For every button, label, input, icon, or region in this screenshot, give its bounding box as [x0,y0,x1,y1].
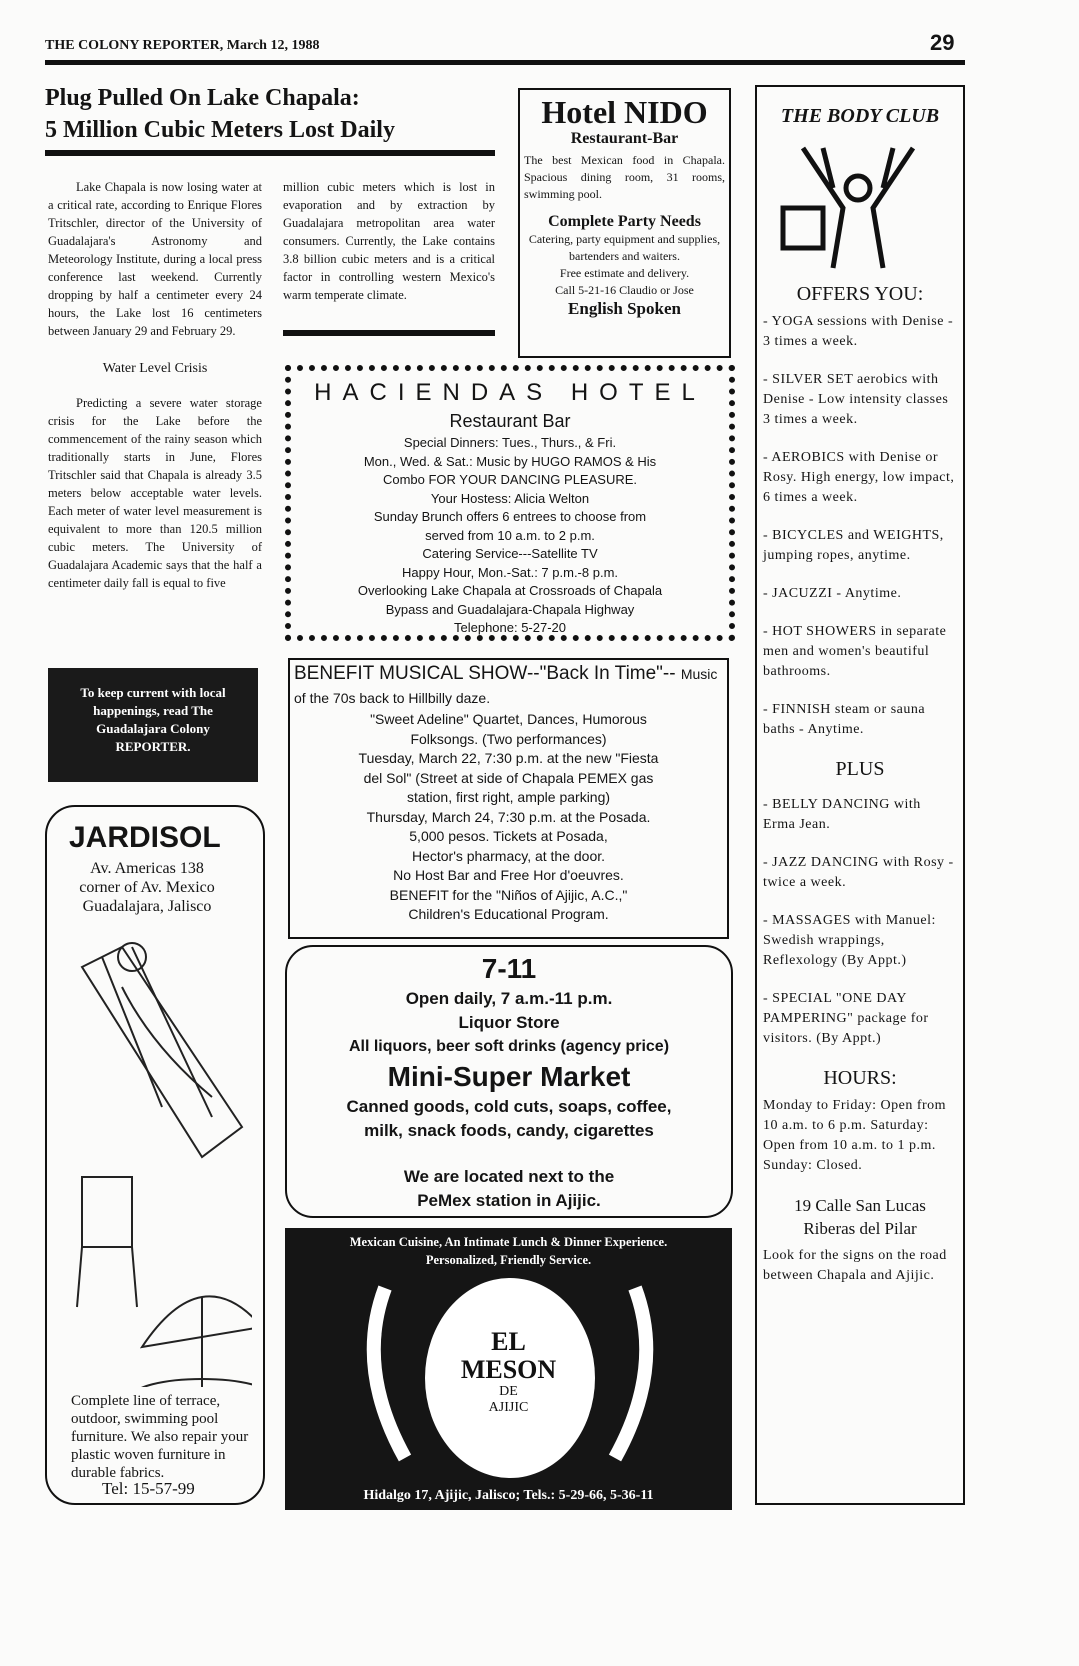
benefit-line: Hector's pharmacy, at the door. [411,847,606,864]
haciendas-line: served from 10 a.m. to 2 p.m. [425,527,595,543]
offer-item: - SILVER SET aerobics with Denise - Low intensity classes 3 times a week. [763,372,949,427]
haciendas-line: Mon., Wed. & Sat.: Music by HUGO RAMOS & His [363,453,657,469]
benefit-line: 5,000 pesos. Tickets at Posada, [409,828,608,844]
jardisol-description: Complete line of terrace, outdoor, swimming pool furniture. We also repair your plastic woven furniture in durable fabrics. [71,1393,249,1481]
nido-call: Call 5-21-16 Claudio or Jose [555,283,694,297]
benefit-line: BENEFIT for the "Niños of Ajijic, A.C.," [389,886,628,903]
plus-heading: PLUS [835,758,885,780]
column-rule [283,330,495,336]
seven-eleven-ad [285,945,733,1218]
meson-logo-line: MESON [460,1355,557,1384]
el-meson-ad [285,1228,732,1510]
haciendas-line: Bypass and Guadalajara-Chapala Highway [385,601,635,617]
article-column-2 [283,178,495,304]
plus-item: - JAZZ DANCING with Rosy - twice a week. [763,855,954,890]
page-number: 29 [930,30,955,55]
seven-location: PeMex station in Ajijic. [417,1191,601,1210]
offer-item: - AEROBICS with Denise or Rosy. High energy, low impact, 6 times a week. [763,450,955,505]
seven-items: All liquors, beer soft drinks (agency price) [348,1038,670,1055]
hours-text: Monday to Friday: Open from 10 a.m. to 6 p.m. Saturday: Open from 10 a.m. to 1 p.m. Sunday: Closed. [763,1098,947,1173]
plus-item: - SPECIAL "ONE DAY PAMPERING" package for visitors. (By Appt.) [763,991,929,1046]
header-rule [45,60,965,65]
benefit-line: Folksongs. (Two performances) [410,730,607,747]
jardisol-address [57,859,237,916]
nido-estimate: Free estimate and delivery. [559,266,690,280]
offer-item: - FINNISH steam or sauna baths - Anytime. [763,702,926,737]
benefit-line: del Sol" (Street at side of Chapala PEMEX gas [363,769,654,786]
benefit-show-ad [288,658,729,939]
benefit-line: No Host Bar and Free Hor d'oeuvres. [393,867,624,883]
haciendas-line: Combo FOR YOUR DANCING PLEASURE. [382,472,638,487]
seven-goods: Canned goods, cold cuts, soaps, coffee, [346,1097,672,1116]
article-paragraph: million cubic meters which is lost in evaporation and by extraction by Guadalajara metropolitan area water consumers. Currently, the Lake contains 3.8 billion cubic meters and is a critical factor in controlling western Mexico's warm temperate climate. [283,180,495,302]
haciendas-line: Catering Service---Satellite TV [422,546,598,561]
benefit-line: station, first right, ample parking) [406,789,611,805]
headline-line-2: 5 Million Cubic Meters Lost Daily [45,117,395,143]
hotel-nido-ad [518,88,731,358]
offer-item: - JACUZZI - Anytime. [763,586,902,601]
address-line: Guadalajara, Jalisco [82,898,212,915]
article-subhead: Water Level Crisis [102,361,208,376]
haciendas-ad [285,365,735,641]
nido-name: Hotel NIDO [541,94,708,130]
furniture-illustration [62,927,252,1387]
dancers-illustration [763,128,953,278]
meson-tagline: Personalized, Friendly Service. [425,1253,592,1267]
article-paragraph: Lake Chapala is now losing water at a critical rate, according to Enrique Flores Tritschler, director of the University of Guadalajara's Astronomy and Meteorology Institute, during a local press conference last weekend. Currently dropping by half a centimeter every 24 hours, the Lake lost 16 centimeters between January 29 and February 29. [48,180,262,338]
seven-location: We are located next to the [403,1167,615,1186]
haciendas-sub: Restaurant Bar [449,411,571,431]
benefit-line: Children's Educational Program. [408,906,609,922]
nido-party: Complete Party Needs [548,213,701,230]
haciendas-line: Special Dinners: Tues., Thurs., & Fri. [403,435,617,450]
nido-description: The best Mexican food in Chapala. Spacious dining room, 31 rooms, swimming pool. [524,153,725,201]
benefit-title-rest: Music of the 70s back to Hillbilly daze. [294,666,718,706]
meson-tagline: Mexican Cuisine, An Intimate Lunch & Dinner Experience. [349,1235,668,1249]
jardisol-name: JARDISOL [69,821,221,854]
body-club-logo: THE BODY CLUB [780,105,940,127]
headline-line-1: Plug Pulled On Lake Chapala: [45,85,360,111]
nido-party-desc: Catering, party equipment and supplies, bartenders and waiters. [528,232,721,263]
seven-hours: Open daily, 7 a.m.-11 p.m. [405,989,613,1008]
meson-logo-text [285,1328,732,1416]
seven-market: Mini-Super Market [387,1061,631,1092]
masthead: THE COLONY REPORTER, March 12, 1988 [45,38,320,53]
plus-item: - MASSAGES with Manuel: Swedish wrappings, Reflexology (By Appt.) [763,913,936,968]
address-line: Av. Americas 138 [90,860,204,877]
jardisol-ad [45,805,265,1505]
seven-goods: milk, snack foods, candy, cigarettes [364,1121,654,1140]
body-club-ad [755,85,965,1505]
haciendas-line: Overlooking Lake Chapala at Crossroads of Chapala [357,583,663,598]
benefit-title: BENEFIT MUSICAL SHOW--"Back In Time"-- [294,663,676,684]
seven-name: 7-11 [481,953,537,984]
headline [45,82,395,146]
offers-heading: OFFERS YOU: [796,283,924,305]
address-line: corner of Av. Mexico [79,879,215,896]
directions: Look for the signs on the road between Chapala and Ajijic. [763,1248,947,1283]
meson-logo-line: EL [491,1327,526,1356]
offer-item: - BICYCLES and WEIGHTS, jumping ropes, anytime. [763,528,944,563]
haciendas-name: HACIENDAS HOTEL [314,379,706,406]
haciendas-line: Telephone: 5-27-20 [453,620,567,635]
haciendas-line: Happy Hour, Mon.-Sat.: 7 p.m.-8 p.m. [401,564,619,580]
benefit-line: Thursday, March 24, 7:30 p.m. at the Posada. [366,808,651,825]
benefit-line: Tuesday, March 22, 7:30 p.m. at the new "Fiesta [358,750,659,766]
meson-logo-line: DE [499,1384,518,1399]
nido-sub: Restaurant-Bar [570,130,679,147]
benefit-line: "Sweet Adeline" Quartet, Dances, Humorous [370,711,647,727]
address-line: Riberas del Pilar [803,1219,917,1238]
offer-item: - YOGA sessions with Denise - 3 times a week. [763,314,954,349]
seven-type: Liquor Store [458,1013,560,1032]
article-column-1 [48,178,262,592]
address-line: 19 Calle San Lucas [794,1196,926,1215]
headline-rule [45,150,495,156]
hours-heading: HOURS: [823,1067,897,1089]
offer-item: - HOT SHOWERS in separate men and women's beautiful bathrooms. [763,624,947,679]
jardisol-tel: Tel: 15-57-99 [102,1479,195,1498]
article-paragraph: Predicting a severe water storage crisis for the Lake before the commencement of the rainy season which traditionally starts in June, Flores Tritschler said that Chapala is already 3.5 meters below acceptable water levels. Each meter of water level measurement is equivalent to more than 120.5 million cubic meters. The University of Guadalajara Academic says that the half a centimeter daily fall is equal to five [48,396,262,590]
nido-english: English Spoken [568,299,681,318]
haciendas-line: Sunday Brunch offers 6 entrees to choose from [373,509,647,524]
promo-box: To keep current with local happenings, read The Guadalajara Colony REPORTER. [48,668,258,782]
plus-item: - BELLY DANCING with Erma Jean. [763,797,921,832]
meson-footer: Hidalgo 17, Ajijic, Jalisco; Tels.: 5-29-66, 5-36-11 [363,1488,654,1503]
meson-logo-line: AJIJIC [488,1400,529,1415]
haciendas-line: Your Hostess: Alicia Welton [430,490,590,506]
